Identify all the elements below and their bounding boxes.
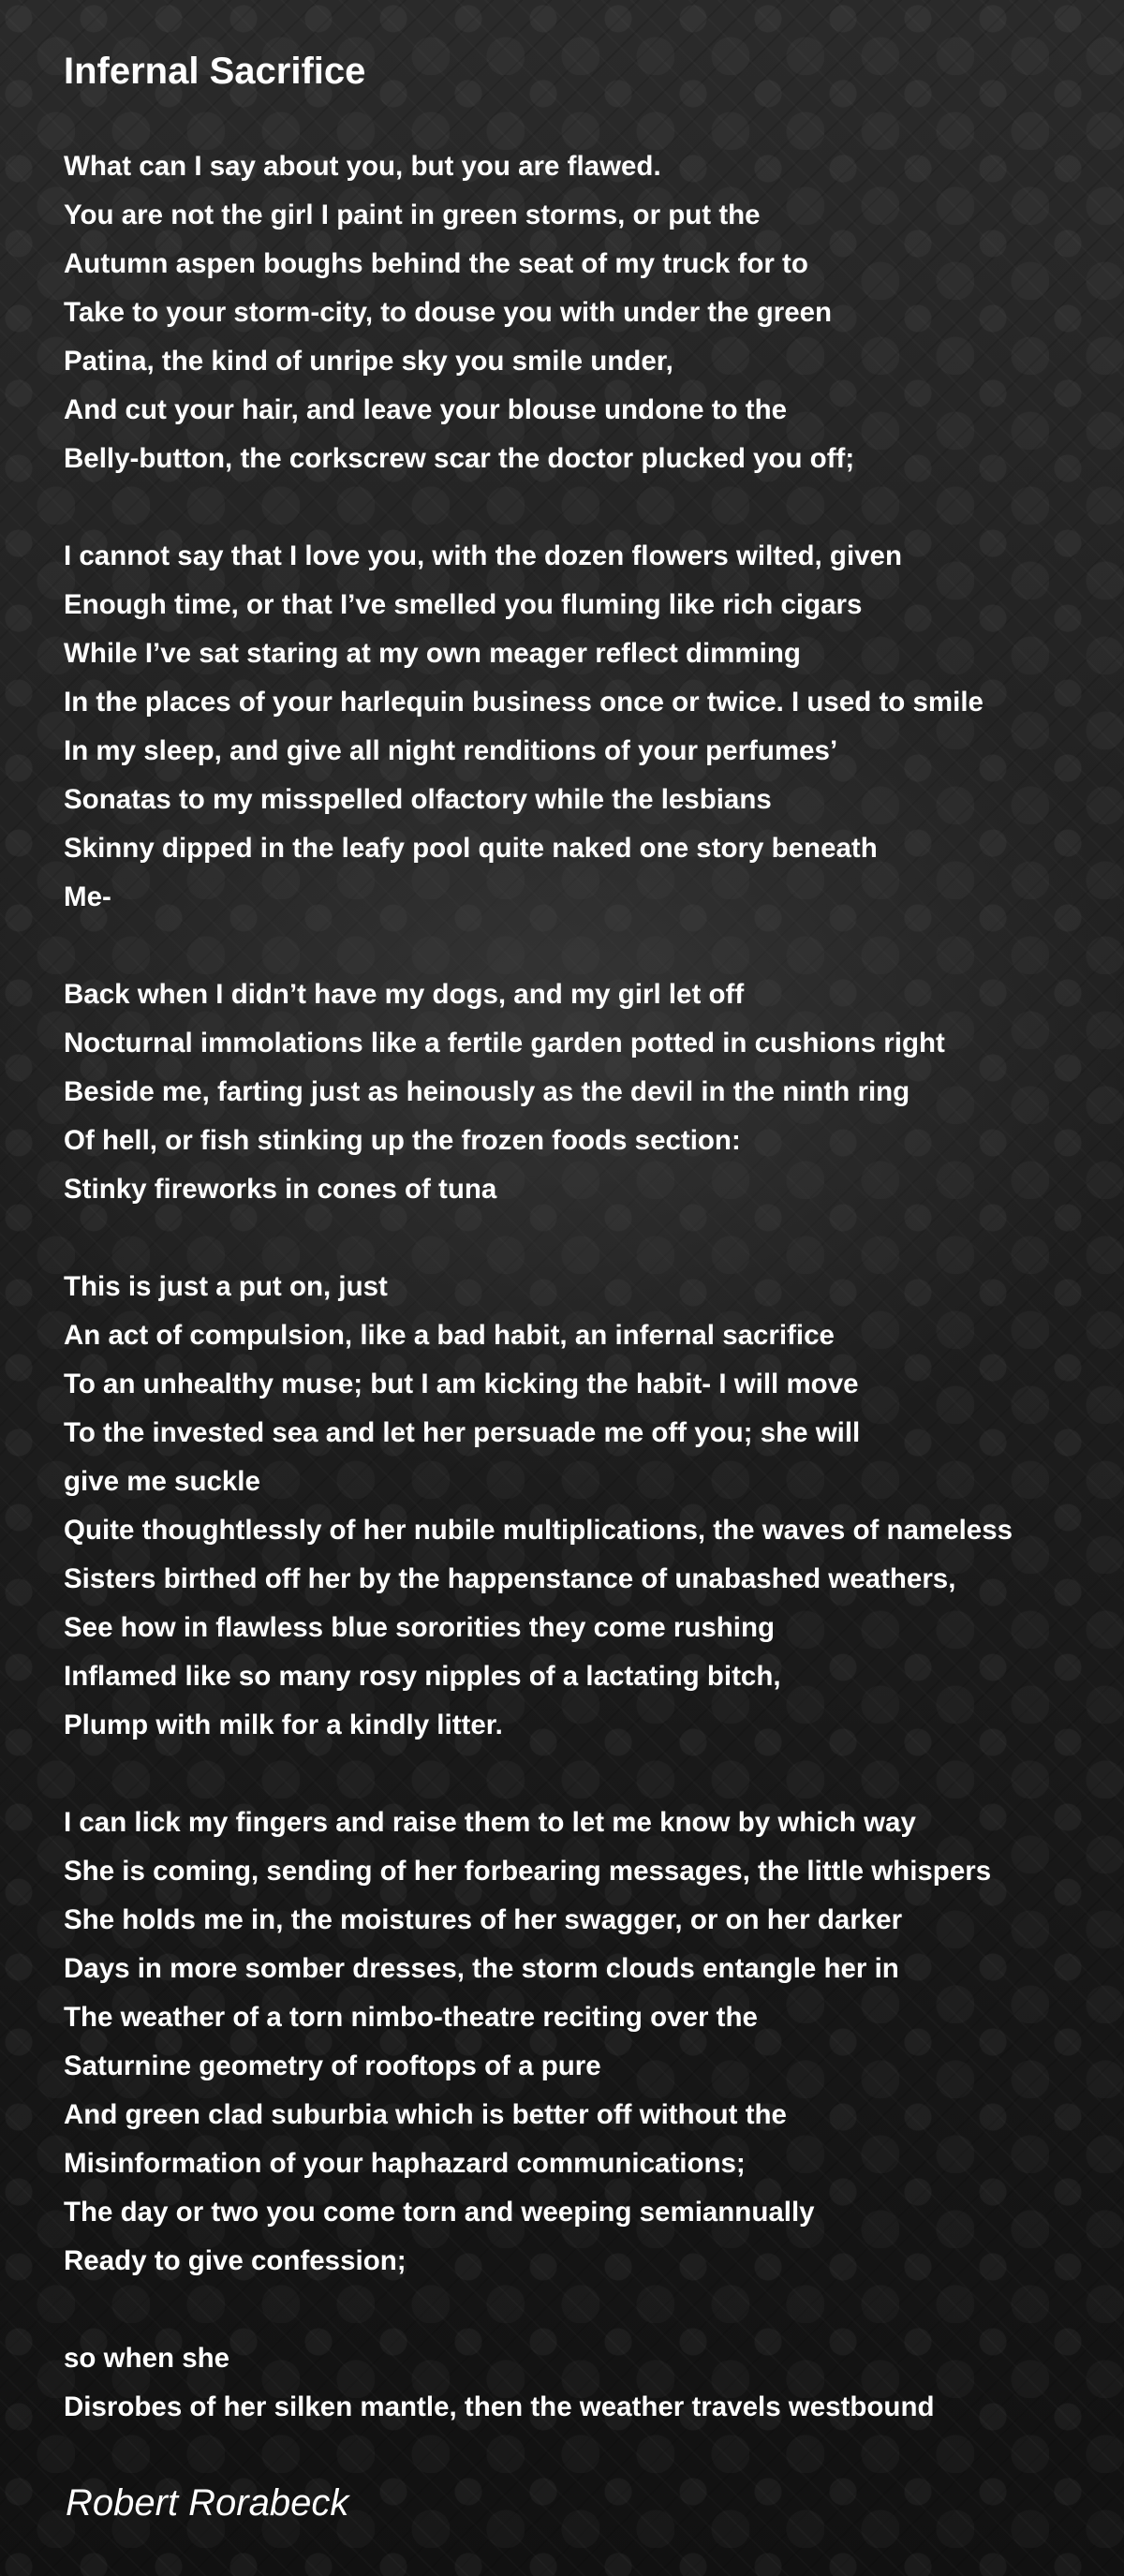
- poem-line: The weather of a torn nimbo-theatre reciting over the: [64, 2002, 758, 2033]
- poem-body: [64, 142, 1117, 2480]
- poem-line: You are not the girl I paint in green storms, or put the: [64, 200, 761, 230]
- poem-line: In my sleep, and give all night renditions of your perfumes’: [64, 735, 838, 766]
- poem-line: An act of compulsion, like a bad habit, an infernal sacrifice: [64, 1320, 835, 1351]
- poem-line: She is coming, sending of her forbearing messages, the little whispers: [64, 1856, 992, 1887]
- poem-line: Skinny dipped in the leafy pool quite naked one story beneath: [64, 833, 878, 864]
- poem-line: Autumn aspen boughs behind the seat of my truck for to: [64, 248, 808, 279]
- poem-line: Enough time, or that I’ve smelled you fluming like rich cigars: [64, 589, 863, 620]
- poem-stanza: [64, 970, 1117, 1214]
- poem-line: See how in flawless blue sororities they come rushing: [64, 1612, 776, 1643]
- poem-stanza: [64, 1263, 1117, 1750]
- poem-stanza: [64, 1799, 1117, 2286]
- poem-line: Ready to give confession;: [64, 2245, 407, 2276]
- poem-line: To the invested sea and let her persuade me off you; she will: [64, 1417, 861, 1448]
- poem-line: Saturnine geometry of rooftops of a pure: [64, 2050, 601, 2081]
- poem-stanza: [64, 532, 1117, 922]
- poem-line: give me suckle: [64, 1466, 260, 1497]
- poem-line: And green clad suburbia which is better off without the: [64, 2099, 787, 2130]
- poem-line: Quite thoughtlessly of her nubile multiplications, the waves of nameless: [64, 1515, 1013, 1546]
- poem-line: Beside me, farting just as heinously as the devil in the ninth ring: [64, 1076, 910, 1107]
- poem-line: I can lick my fingers and raise them to let me know by which way: [64, 1807, 916, 1838]
- poem-line: Me-: [64, 881, 111, 912]
- poem-line: Inflamed like so many rosy nipples of a lactating bitch,: [64, 1661, 781, 1692]
- poem-line: Sisters birthed off her by the happenstance of unabashed weathers,: [64, 1563, 956, 1594]
- poem-line: so when she: [64, 2343, 230, 2374]
- poem-line: Back when I didn’t have my dogs, and my girl let off: [64, 979, 745, 1010]
- poem-line: Nocturnal immolations like a fertile garden potted in cushions right: [64, 1028, 945, 1059]
- poem-stanza: [64, 142, 1117, 483]
- poem-line: Belly-button, the corkscrew scar the doctor plucked you off;: [64, 443, 855, 474]
- poem-line: Plump with milk for a kindly litter.: [64, 1710, 503, 1740]
- poem-line: Patina, the kind of unripe sky you smile under,: [64, 346, 673, 377]
- poem-line: To an unhealthy muse; but I am kicking the habit- I will move: [64, 1369, 859, 1399]
- poem-stanza: [64, 2334, 1117, 2432]
- poem-line: And cut your hair, and leave your blouse undone to the: [64, 394, 788, 425]
- poem-line: The day or two you come torn and weeping semiannually: [64, 2197, 815, 2228]
- poem-line: Days in more somber dresses, the storm clouds entangle her in: [64, 1953, 899, 1984]
- poem-line: While I’ve sat staring at my own meager reflect dimming: [64, 638, 801, 669]
- poem-line: Sonatas to my misspelled olfactory while the lesbians: [64, 784, 772, 815]
- poem-line: What can I say about you, but you are flawed.: [64, 151, 661, 182]
- poem-line: I cannot say that I love you, with the dozen flowers wilted, given: [64, 540, 902, 571]
- poem-line: Misinformation of your haphazard communications;: [64, 2148, 746, 2179]
- poem-line: Of hell, or fish stinking up the frozen foods section:: [64, 1125, 741, 1156]
- poem-line: This is just a put on, just: [64, 1271, 388, 1302]
- poem-title: Infernal Sacrifice: [64, 51, 366, 92]
- poem-line: Stinky fireworks in cones of tuna: [64, 1174, 497, 1205]
- poem-line: Disrobes of her silken mantle, then the weather travels westbound: [64, 2391, 935, 2422]
- poem-line: Take to your storm-city, to douse you with under the green: [64, 297, 833, 328]
- poem-author: Robert Rorabeck: [66, 2482, 349, 2524]
- poem-line: She holds me in, the moistures of her swagger, or on her darker: [64, 1904, 903, 1935]
- poem-line: In the places of your harlequin business once or twice. I used to smile: [64, 687, 984, 718]
